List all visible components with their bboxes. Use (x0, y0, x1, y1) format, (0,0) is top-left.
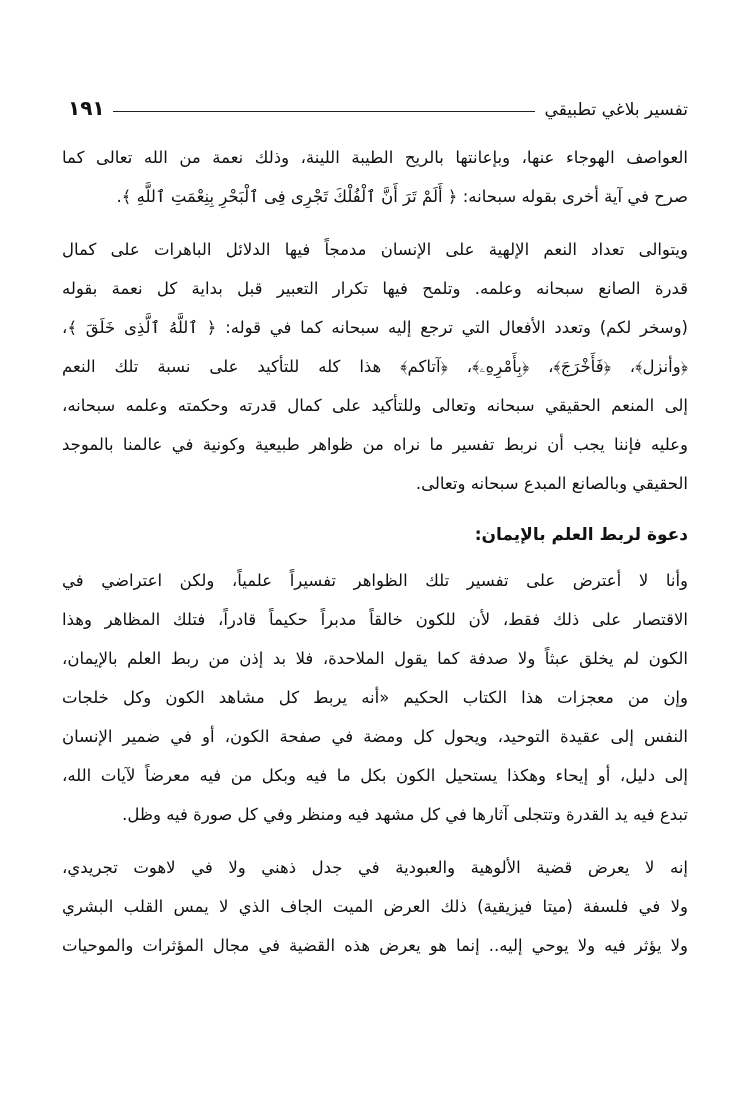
page-number: ١٩١ (68, 96, 105, 120)
section-heading: دعوة لربط العلم بالإيمان: (474, 525, 688, 545)
text-line: وعليه فإننا يجب أن نربط تفسير ما نراه من ظواهر طبيعية وكونية في عالمنا بالموجد (62, 435, 688, 454)
running-header (68, 86, 688, 120)
text-line: إنه لا يعرض قضية الألوهية والعبودية في جدل ذهني ولا في لاهوت تجريدي، (62, 858, 688, 877)
header-rule (113, 111, 535, 112)
paragraph-1 (62, 138, 688, 216)
text-line: إلى المنعم الحقيقي سبحانه وتعالى وللتأكيد على كمال قدرته وحكمته وعلمه سبحانه، (62, 396, 688, 415)
text-line: ولا يؤثر فيه ولا يوحي إليه.. إنما هو يعرض هذه القضية في مجال المؤثرات والموحيات (62, 936, 688, 955)
text-line: النفس إلى عقيدة التوحيد، ويحول كل ومضة في صفحة الكون، أو في ضمير الإنسان (62, 727, 688, 746)
text-line: الحقيقي وبالصانع المبدع سبحانه وتعالى. (415, 474, 688, 493)
text-line: الكون لم يخلق عبثاً ولا صدفة كما يقول الملاحدة، فلا بد إذن من ربط العلم بالإيمان، (62, 649, 688, 668)
paragraph-2 (62, 230, 688, 503)
text-line: وإن من معجزات هذا الكتاب الحكيم «أنه يربط كل مشاهد الكون وكل خلجات (62, 688, 688, 707)
text-line: العواصف الهوجاء عنها، وبإعانتها بالريح الطيبة اللينة، وذلك نعمة من الله تعالى كما (62, 148, 688, 167)
text-line: تبدع فيه يد القدرة وتتجلى آثارها في كل مشهد فيه ومنظر وفي كل صورة فيه وظل. (122, 805, 688, 824)
text-line: إلى دليل، أو إيحاء وهكذا يستحيل الكون بكل ما فيه وبكل من فيه معرضاً لآيات الله، (62, 766, 688, 785)
paragraph-3 (62, 561, 688, 834)
text-line: (وسخر لكم) وتعدد الأفعال التي ترجع إليه سبحانه كما في قوله: ﴿ ٱللَّهُ ٱلَّذِى خَلَقَ ﴾، (62, 318, 688, 337)
text-line: ﴿وأنزل﴾، ﴿فَأَخْرَجَ﴾، ﴿بِأَمْرِهِۦ﴾، ﴿آتاكم﴾ هذا كله للتأكيد على نسبة تلك النعم (62, 357, 688, 376)
text-line: ويتوالى تعداد النعم الإلهية على الإنسان مدمجاً فيها الدلائل الباهرات على كمال (62, 240, 688, 259)
text-line: صرح في آية أخرى بقوله سبحانه: ﴿ أَلَمْ تَرَ أَنَّ ٱلْفُلْكَ تَجْرِى فِى ٱلْبَحْرِ بِنِعْمَتِ ٱللَّهِ ﴾. (116, 187, 688, 206)
text-line: قدرة الصانع سبحانه وعلمه. وتلمح فيها تكرار التعبير قبل بداية كل نعمة بقوله (62, 279, 688, 298)
page-body (62, 138, 688, 979)
text-line: الاقتصار على ذلك فقط، لأن للكون خالقاً مدبراً حكيماً قادراً، فتلك المظاهر وهذا (62, 610, 688, 629)
paragraph-4 (62, 848, 688, 965)
running-title: تفسير بلاغي تطبيقي (544, 100, 688, 120)
text-line: ولا في فلسفة (ميتا فيزيقية) ذلك العرض الميت الجاف الذي لا يمس القلب البشري (62, 897, 688, 916)
text-line: وأنا لا أعترض على تفسير تلك الظواهر تفسيراً علمياً، ولكن اعتراضي في (62, 571, 688, 590)
